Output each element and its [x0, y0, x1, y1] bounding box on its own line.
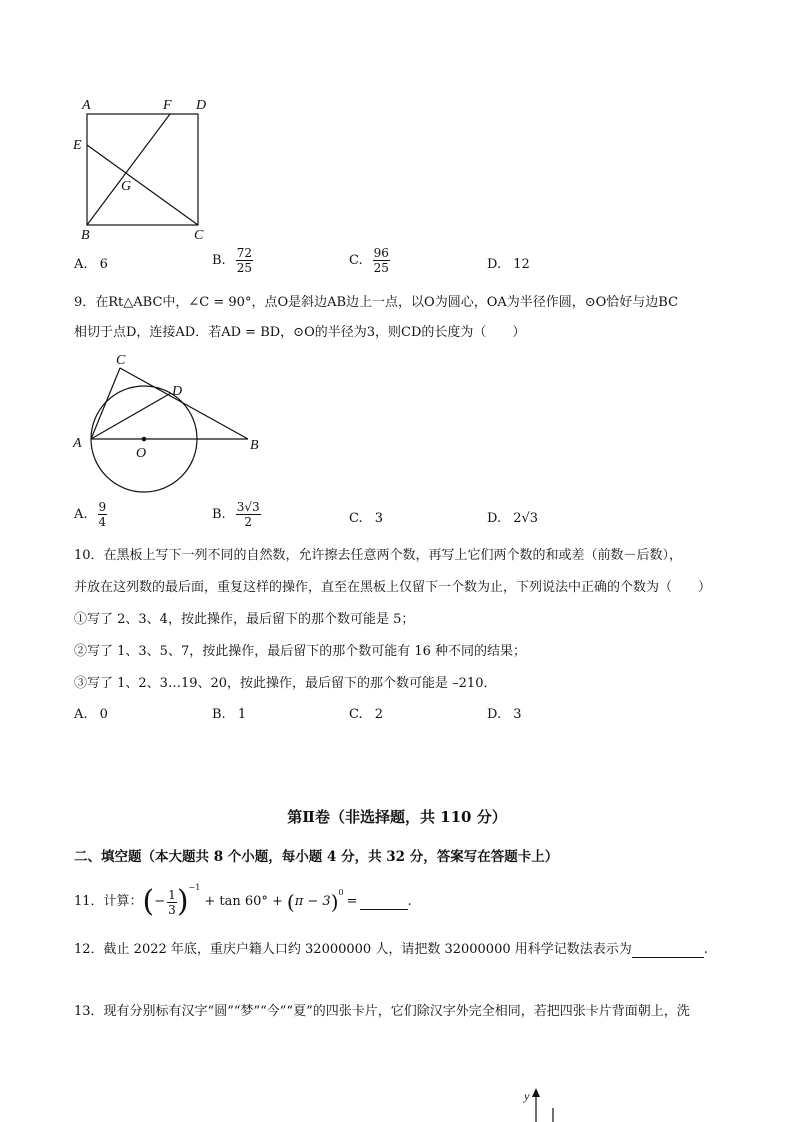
q10-option-d[interactable] — [487, 707, 522, 722]
option-letter: C. — [349, 511, 363, 526]
label-f: F — [163, 98, 172, 113]
q11-answer-blank[interactable] — [360, 895, 408, 910]
option-value: 2 — [374, 707, 384, 722]
label-o: O — [136, 446, 147, 461]
q8-option-a[interactable] — [74, 257, 108, 272]
option-value: 3 — [374, 511, 384, 526]
q8-option-c[interactable] — [349, 246, 390, 275]
q11-minus: − — [154, 894, 166, 909]
denominator: 3 — [168, 902, 176, 917]
fraction — [236, 500, 261, 529]
q9-circle-figure — [70, 350, 270, 500]
option-letter: B. — [212, 253, 226, 268]
label-c: C — [116, 353, 126, 368]
q9-line-2: 相切于点D，连接AD．若AD = BD，⊙O的半径为3，则CD的长度为（ ） — [74, 325, 526, 340]
q10-option-a[interactable] — [74, 707, 108, 722]
fraction — [98, 500, 108, 529]
q12 — [74, 942, 708, 958]
q10-option-b[interactable] — [212, 707, 246, 722]
numerator: 96 — [373, 246, 389, 260]
denominator: 4 — [98, 515, 107, 529]
section-title: 第Ⅱ卷（非选择题，共 110 分） — [287, 808, 507, 826]
option-letter: D. — [487, 511, 502, 526]
line-ad — [91, 393, 171, 439]
q11: 11．计算： ( − $\frac{1}{3}$ ) −1 + tan 60° + ( π − 3 ) 0 = . — [74, 882, 412, 922]
label-a: A — [82, 98, 91, 113]
label-g: G — [121, 179, 132, 194]
label-b: B — [81, 228, 90, 243]
q8-option-d[interactable] — [487, 257, 530, 272]
label-c: C — [194, 228, 204, 243]
q12-text: 12．截止 2022 年底，重庆户籍人口约 32000000 人，请把数 32000000 用科学记数法表示为 — [74, 942, 632, 957]
option-letter: C. — [349, 707, 363, 722]
option-letter: A. — [74, 257, 88, 272]
center-dot — [142, 437, 147, 442]
numerator: 72 — [236, 246, 252, 260]
option-letter: B. — [212, 507, 226, 522]
denominator: 25 — [373, 261, 389, 275]
line-cb — [120, 368, 248, 439]
numerator: 9 — [98, 500, 107, 514]
option-letter: D. — [487, 257, 502, 272]
option-value: 1 — [237, 707, 247, 722]
option-value: 2√3 — [513, 511, 539, 526]
q8-option-b[interactable] — [212, 246, 253, 275]
q12-answer-blank[interactable] — [632, 943, 704, 958]
option-letter: A. — [74, 507, 88, 522]
q10-line-2: 并放在这列数的最后面，重复这样的操作，直至在黑板上仅留下一个数为止，下列说法中正确的个数为（ ） — [74, 580, 712, 595]
q10-line-1: 10．在黑板上写下一列不同的自然数，允许擦去任意两个数，再写上它们两个数的和或差（前数－后数）， — [74, 548, 683, 563]
label-d: D — [196, 98, 207, 113]
q11-exponent-0: 0 — [338, 888, 344, 897]
q9-line-1: 9．在Rt△ABC中，∠C = 90°，点O是斜边AB边上一点，以O为圆心，OA为半径作圆，⊙O恰好与边BC — [74, 295, 679, 310]
option-value: 3 — [513, 707, 522, 722]
q11-end: . — [407, 894, 412, 909]
q9-option-c[interactable] — [349, 511, 383, 526]
q11-prefix: 11．计算： — [74, 894, 143, 909]
q12-end: . — [703, 942, 708, 957]
option-value: 6 — [99, 257, 108, 272]
q11-paren-expr: π − 3 — [294, 894, 331, 909]
y-axis-label: y — [524, 1089, 530, 1103]
q10-statement-1: ①写了 2、3、4，按此操作，最后留下的那个数可能是 5； — [74, 612, 415, 627]
numerator: 3√3 — [236, 500, 260, 514]
q11-exponent-1: −1 — [188, 883, 201, 892]
square-abcd — [87, 114, 198, 225]
option-value: 12 — [513, 257, 530, 272]
option-letter: B. — [212, 707, 226, 722]
section-subtitle: 二、填空题（本大题共 8 个小题，每小题 4 分，共 32 分，答案写在答题卡上） — [74, 849, 559, 865]
q10-statement-2: ②写了 1、3、5、7，按此操作，最后留下的那个数可能有 16 种不同的结果； — [74, 644, 527, 659]
q9-option-a[interactable] — [74, 500, 107, 529]
fraction — [373, 246, 390, 275]
q11-fraction — [167, 888, 177, 917]
line-bf — [87, 114, 170, 225]
denominator: 2 — [244, 515, 252, 529]
denominator: 25 — [236, 261, 252, 275]
option-letter: D. — [487, 707, 502, 722]
option-letter: A. — [74, 707, 88, 722]
y-axis-arrow-icon — [532, 1088, 540, 1097]
line-ac — [91, 368, 120, 439]
fraction — [236, 246, 253, 275]
q9-option-d[interactable] — [487, 511, 538, 526]
line-ec — [87, 145, 198, 225]
q8-square-figure — [70, 95, 220, 245]
q11-paren-group: ( − $\frac{1}{3}$ ) −1 — [143, 887, 201, 917]
q10-statement-3: ③写了 1、2、3…19、20，按此操作，最后留下的那个数可能是 –210． — [74, 676, 497, 691]
option-value: 0 — [99, 707, 108, 722]
label-e: E — [73, 138, 82, 153]
q13-line-1: 13．现有分别标有汉字“圆”“梦”“今”“夏”的四张卡片，它们除汉字外完全相同，若把四张卡片背面朝上，洗 — [74, 1004, 690, 1019]
q9-option-b[interactable] — [212, 500, 261, 529]
numerator: 1 — [168, 887, 176, 902]
label-d: D — [172, 384, 183, 399]
label-b: B — [250, 438, 259, 453]
q11-equals: = — [346, 894, 358, 909]
q10-option-c[interactable] — [349, 707, 383, 722]
q11-middle: + tan 60° + — [204, 894, 283, 909]
next-figure-partial — [520, 1086, 570, 1122]
label-a: A — [73, 436, 82, 451]
option-letter: C. — [349, 253, 363, 268]
